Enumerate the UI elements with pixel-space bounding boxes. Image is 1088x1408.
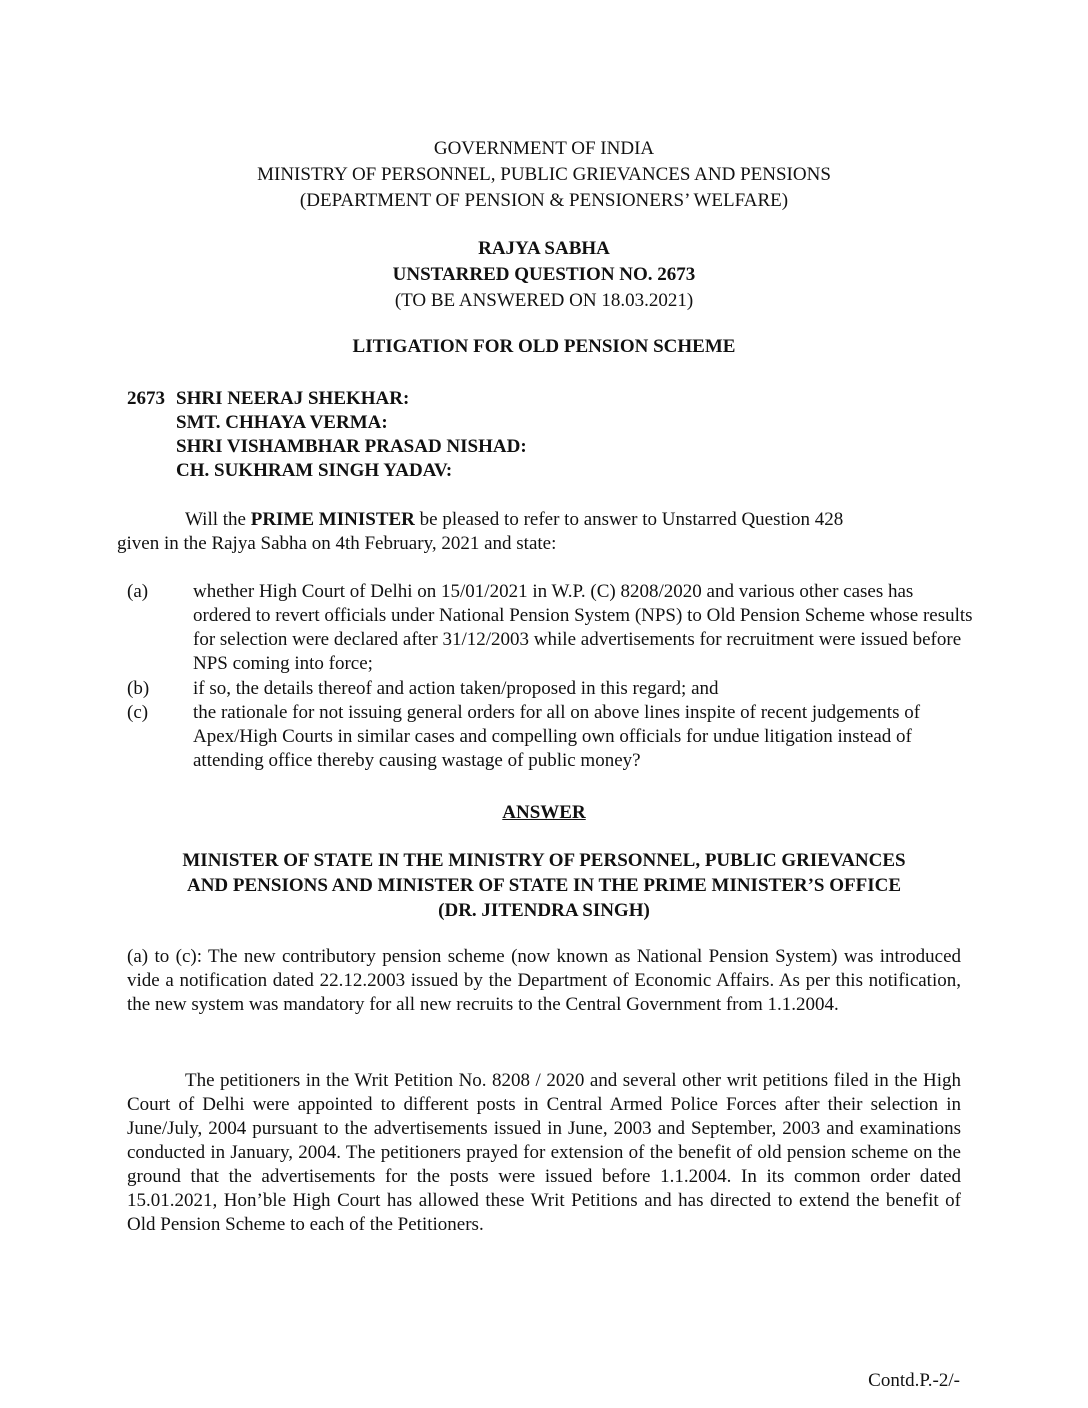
member-name: SHRI NEERAJ SHEKHAR: — [176, 388, 410, 409]
member-name: CH. SUKHRAM SINGH YADAV: — [176, 460, 453, 481]
question-label: (c) — [127, 702, 149, 723]
house-name: RAJYA SABHA — [478, 238, 610, 259]
minister-block — [0, 848, 1088, 923]
answer-paragraph-1: (a) to (c): The new contributory pension scheme (now known as National Pension System) was introduced vide a notification dated 22.12.2003 issued by the Department of Economic Affairs. As per this notification, the new system was mandatory for all new recruits to the Central Government from 1.1.2004. — [127, 946, 961, 1015]
minister-name: (DR. JITENDRA SINGH) — [438, 900, 650, 921]
question-header — [0, 236, 1088, 314]
continuation-note: Contd.P.-2/- — [868, 1370, 960, 1391]
question-number: UNSTARRED QUESTION NO. 2673 — [392, 264, 696, 285]
header-line-ministry: MINISTRY OF PERSONNEL, PUBLIC GRIEVANCES AND PENSIONS — [257, 164, 831, 185]
answer-date: (TO BE ANSWERED ON 18.03.2021) — [394, 290, 694, 311]
member-name: SHRI VISHAMBHAR PRASAD NISHAD: — [176, 436, 527, 457]
answer-paragraph-2 — [127, 1069, 961, 1237]
question-intro — [117, 508, 977, 556]
intro-suffix: be pleased to refer to answer to Unstarred Question 428 — [419, 509, 844, 530]
minister-line2: AND PENSIONS AND MINISTER OF STATE IN THE PRIME MINISTER’S OFFICE — [186, 875, 902, 896]
member-name: SMT. CHHAYA VERMA: — [176, 412, 388, 433]
question-text: if so, the details thereof and action taken/proposed in this regard; and — [193, 678, 719, 699]
subject-title: LITIGATION FOR OLD PENSION SCHEME — [352, 336, 736, 357]
header-line-department: (DEPARTMENT OF PENSION & PENSIONERS’ WELFARE) — [299, 190, 789, 211]
question-number-label: 2673 — [127, 388, 165, 409]
intro-prefix: Will the — [185, 509, 246, 530]
question-text: whether High Court of Delhi on 15/01/2021 in W.P. (C) 8208/2020 and various other cases has ordered to revert officials under National Pension System (NPS) to Old Pension Scheme whose results for selection were declared after 31/12/2003 while advertisements for recruitment were issued before NPS coming into force; — [193, 581, 973, 674]
question-text: the rationale for not issuing general orders for all on above lines inspite of recent judgements of Apex/High Courts in similar cases and compelling own officials for undue litigation instead of attending office thereby causing wastage of public money? — [193, 702, 921, 771]
intro-line2: given in the Rajya Sabha on 4th February, 2021 and state: — [117, 533, 557, 554]
answer-paragraph-2-text: The petitioners in the Writ Petition No. 8208 / 2020 and several other writ petitions filed in the High Court of Delhi were appointed to different posts in Central Armed Police Forces after their selection in June/July, 2004 pursuant to the advertisements issued in June, 2003 and September, 2003 and examinations conducted in January, 2004. The petitioners prayed for extension of the benefit of old pension scheme on the ground that the advertisements for the posts were issued before 1.1.2004. In its common order dated 15.01.2021, Hon’ble High Court has allowed these Writ Petitions and has directed to extend the benefit of Old Pension Scheme to each of the Petitioners. — [127, 1070, 961, 1235]
intro-addressee: PRIME MINISTER — [250, 509, 415, 530]
question-label: (a) — [127, 581, 149, 602]
header-line-government: GOVERNMENT OF INDIA — [433, 138, 655, 159]
minister-line1: MINISTER OF STATE IN THE MINISTRY OF PERSONNEL, PUBLIC GRIEVANCES — [182, 850, 906, 871]
answer-heading: ANSWER — [502, 802, 586, 823]
question-label: (b) — [127, 678, 150, 699]
members-list — [127, 387, 527, 483]
member-row — [127, 387, 527, 411]
ministry-header — [0, 136, 1088, 214]
